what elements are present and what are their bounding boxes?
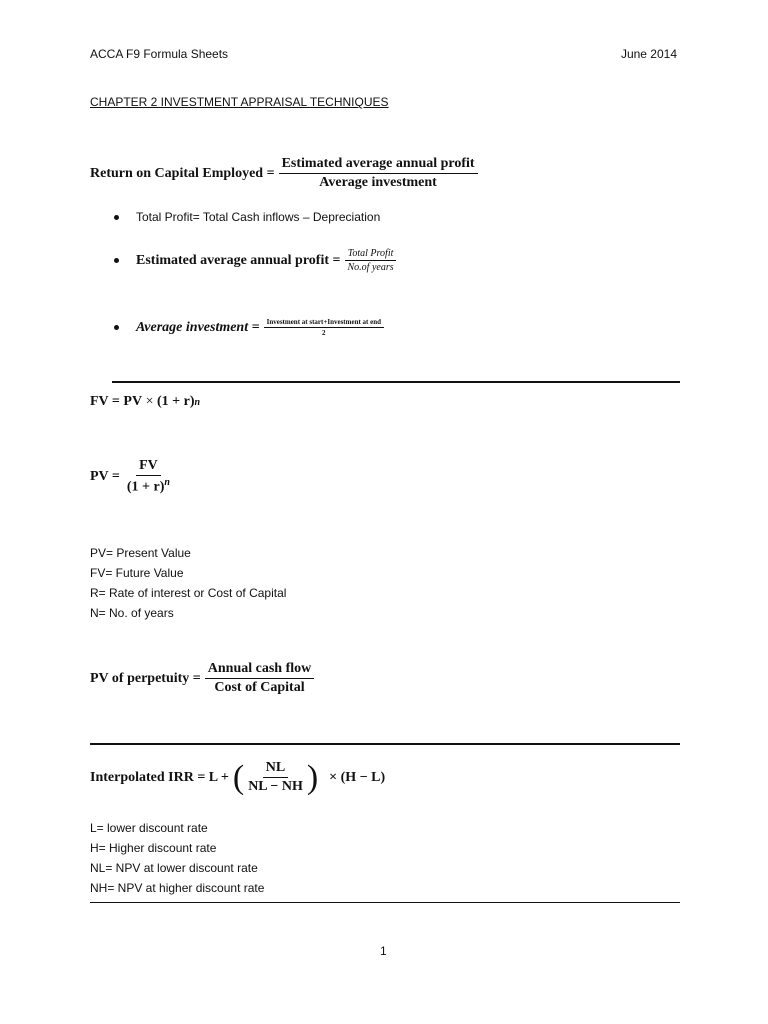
- fv-exponent: n: [194, 396, 201, 408]
- fv-lhs: FV = PV: [90, 394, 143, 409]
- section-divider: [90, 902, 680, 903]
- definition-line: NH= NPV at higher discount rate: [90, 881, 265, 895]
- avg-denominator: 2: [322, 329, 326, 337]
- section-divider: [90, 743, 680, 745]
- section-divider: [112, 381, 680, 383]
- chapter-title: CHAPTER 2 INVESTMENT APPRAISAL TECHNIQUES: [90, 95, 389, 109]
- irr-fraction: [245, 760, 306, 795]
- page-number: 1: [380, 944, 387, 958]
- pv-denominator: $(1 + r)^n$: [126, 477, 170, 495]
- irr-formula: [90, 760, 385, 795]
- bullet-average-investment: [114, 318, 384, 337]
- perpetuity-lhs: PV of perpetuity =: [90, 670, 201, 686]
- eaap-denominator: No.of years: [347, 262, 394, 273]
- avg-fraction: [264, 318, 384, 337]
- perpetuity-fraction: [205, 661, 314, 696]
- definition-line: NL= NPV at lower discount rate: [90, 861, 258, 875]
- fv-formula: [90, 394, 200, 410]
- header-left: ACCA F9 Formula Sheets: [90, 47, 229, 61]
- open-paren: (: [232, 758, 245, 796]
- perpetuity-formula: [90, 661, 314, 696]
- times-symbol: ×: [145, 394, 154, 409]
- pv-numerator: FV: [136, 458, 161, 476]
- definition-line: N= No. of years: [90, 606, 174, 620]
- perpetuity-denominator: Cost of Capital: [214, 680, 305, 695]
- irr-denominator: NL − NH: [248, 779, 303, 794]
- header-right: June 2014: [620, 47, 677, 61]
- irr-numerator: NL: [263, 760, 288, 778]
- definition-line: PV= Present Value: [90, 546, 191, 560]
- bullet-total-profit: [114, 210, 380, 224]
- eaap-lhs: Estimated average annual profit =: [136, 252, 341, 268]
- avg-lhs: Average investment =: [136, 319, 260, 335]
- definition-line: R= Rate of interest or Cost of Capital: [90, 586, 287, 600]
- fv-base: (1 + r): [156, 394, 195, 409]
- bullet-dot: [114, 325, 119, 330]
- close-paren: ): [306, 758, 319, 796]
- bullet-dot: [114, 258, 119, 263]
- eaap-numerator: Total Profit: [345, 248, 397, 261]
- irr-tail: × (H − L): [329, 769, 386, 785]
- pv-definitions: [90, 543, 286, 623]
- definition-line: L= lower discount rate: [90, 821, 208, 835]
- definition-line: H= Higher discount rate: [90, 841, 217, 855]
- total-profit-text: Total Profit= Total Cash inflows – Depreciation: [136, 210, 381, 224]
- roce-lhs: Return on Capital Employed =: [90, 165, 275, 181]
- pv-lhs: PV =: [90, 468, 120, 484]
- roce-numerator: Estimated average annual profit: [279, 156, 478, 174]
- perpetuity-numerator: Annual cash flow: [205, 661, 314, 679]
- pv-formula: [90, 458, 173, 496]
- avg-numerator: Investment at start+Investment at end: [264, 318, 384, 328]
- roce-fraction: [279, 156, 478, 191]
- definition-line: FV= Future Value: [90, 566, 184, 580]
- bullet-dot: [114, 215, 119, 220]
- irr-definitions: [90, 818, 264, 898]
- roce-denominator: Average investment: [319, 175, 437, 190]
- eaap-fraction: [345, 248, 397, 273]
- bullet-eaap: [114, 248, 397, 273]
- irr-lhs: Interpolated IRR = L +: [90, 769, 229, 785]
- roce-formula: [90, 156, 478, 191]
- pv-fraction: [124, 458, 173, 496]
